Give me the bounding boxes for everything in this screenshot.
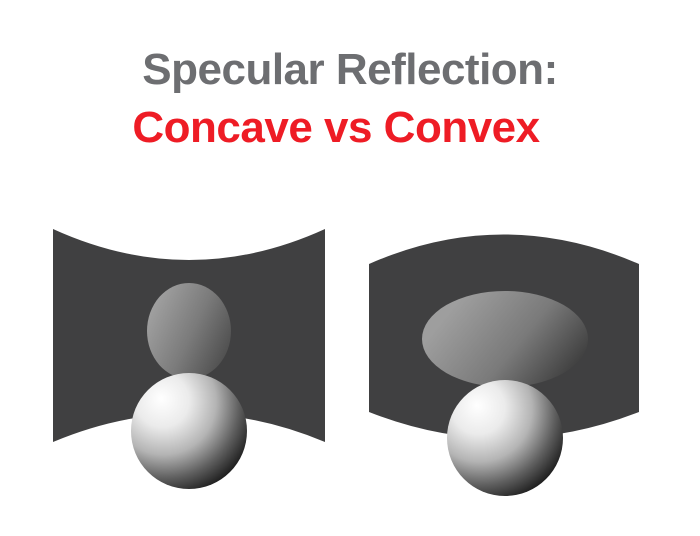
convex-panel <box>369 235 639 497</box>
concave-panel <box>53 229 325 489</box>
concave-reflection <box>147 283 231 379</box>
title-line-1: Specular Reflection: <box>142 45 558 94</box>
title-line-2: Concave vs Convex <box>132 103 540 152</box>
concave-sphere <box>131 373 247 489</box>
convex-reflection <box>422 291 588 387</box>
convex-sphere <box>447 380 563 496</box>
